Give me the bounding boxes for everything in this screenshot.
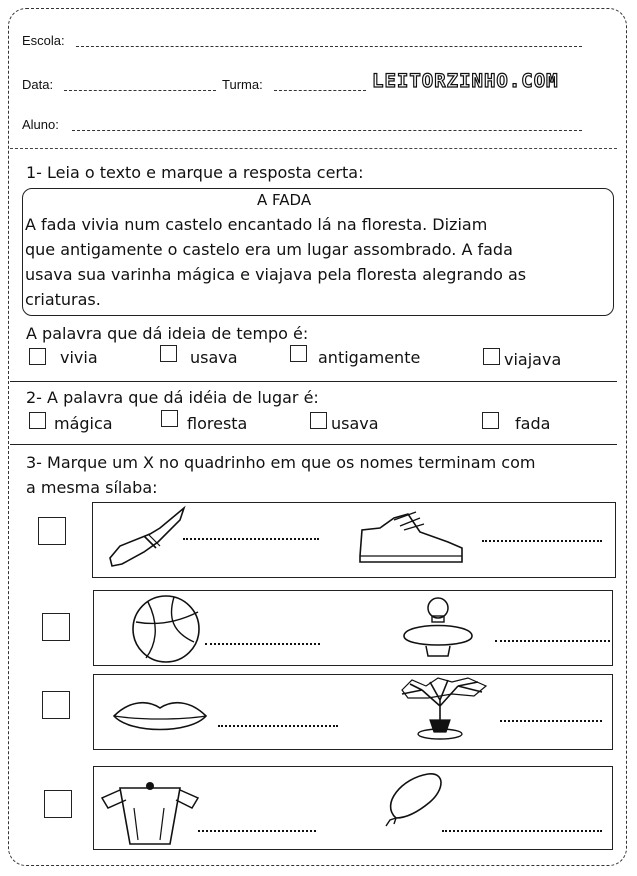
answer-line[interactable] bbox=[495, 640, 610, 642]
story-line: criaturas. bbox=[25, 290, 101, 309]
shoe-icon bbox=[350, 508, 468, 568]
checkbox-usava-2[interactable] bbox=[310, 412, 327, 429]
checkbox-usava[interactable] bbox=[160, 345, 177, 362]
answer-line[interactable] bbox=[198, 830, 316, 832]
option-floresta: floresta bbox=[187, 414, 248, 433]
trophy-icon bbox=[98, 772, 208, 850]
balloon-icon bbox=[368, 770, 448, 830]
checkbox-antigamente[interactable] bbox=[290, 345, 307, 362]
checkbox-viajava[interactable] bbox=[483, 348, 500, 365]
ball-icon bbox=[128, 592, 204, 666]
date-field[interactable] bbox=[64, 90, 216, 91]
answer-line[interactable] bbox=[205, 643, 320, 645]
row-checkbox[interactable] bbox=[42, 691, 70, 719]
row-checkbox[interactable] bbox=[44, 790, 72, 818]
q1-sub-prompt: A palavra que dá ideia de tempo é: bbox=[26, 324, 309, 343]
option-antigamente: antigamente bbox=[318, 348, 421, 367]
school-label: Escola: bbox=[22, 33, 65, 48]
student-field[interactable] bbox=[72, 130, 582, 131]
student-label: Aluno: bbox=[22, 117, 59, 132]
q2-divider bbox=[10, 444, 617, 445]
story-line: que antigamente o castelo era um lugar assombrado. A fada bbox=[25, 240, 513, 259]
checkbox-magica[interactable] bbox=[29, 412, 46, 429]
q3-prompt-line2: a mesma sílaba: bbox=[26, 478, 158, 497]
lips-icon bbox=[110, 694, 210, 738]
answer-line[interactable] bbox=[500, 720, 602, 722]
option-usava-2: usava bbox=[331, 414, 379, 433]
answer-line[interactable] bbox=[442, 830, 602, 832]
q2-prompt: 2- A palavra que dá idéia de lugar é: bbox=[26, 388, 319, 407]
header-divider bbox=[10, 148, 617, 149]
checkbox-floresta[interactable] bbox=[161, 410, 178, 427]
q1-prompt: 1- Leia o texto e marque a resposta certa: bbox=[26, 163, 364, 182]
option-vivia: vivia bbox=[60, 348, 98, 367]
answer-line[interactable] bbox=[183, 538, 319, 540]
brand-logo: LEITORZINHO.COM bbox=[372, 70, 559, 92]
plant-pot-icon bbox=[382, 676, 498, 742]
class-label: Turma: bbox=[222, 77, 263, 92]
school-field[interactable] bbox=[76, 46, 582, 47]
story-line: usava sua varinha mágica e viajava pela floresta alegrando as bbox=[25, 265, 527, 284]
q3-prompt-line1: 3- Marque um X no quadrinho em que os nomes terminam com bbox=[26, 453, 536, 472]
option-usava: usava bbox=[190, 348, 238, 367]
story-line: A fada vivia num castelo encantado lá na floresta. Diziam bbox=[25, 215, 488, 234]
row-checkbox[interactable] bbox=[42, 613, 70, 641]
option-magica: mágica bbox=[54, 414, 113, 433]
story-box bbox=[22, 188, 614, 316]
checkbox-vivia[interactable] bbox=[29, 348, 46, 365]
class-field[interactable] bbox=[274, 90, 366, 91]
date-label: Data: bbox=[22, 77, 54, 92]
answer-line[interactable] bbox=[482, 540, 602, 542]
answer-line[interactable] bbox=[218, 725, 338, 727]
row-checkbox[interactable] bbox=[38, 517, 66, 545]
story-title: A FADA bbox=[257, 191, 312, 209]
pacifier-icon bbox=[398, 594, 478, 662]
checkbox-fada[interactable] bbox=[482, 412, 499, 429]
option-viajava: viajava bbox=[504, 350, 562, 369]
option-fada: fada bbox=[515, 414, 551, 433]
q1-divider bbox=[10, 381, 617, 382]
knife-icon bbox=[100, 504, 190, 570]
